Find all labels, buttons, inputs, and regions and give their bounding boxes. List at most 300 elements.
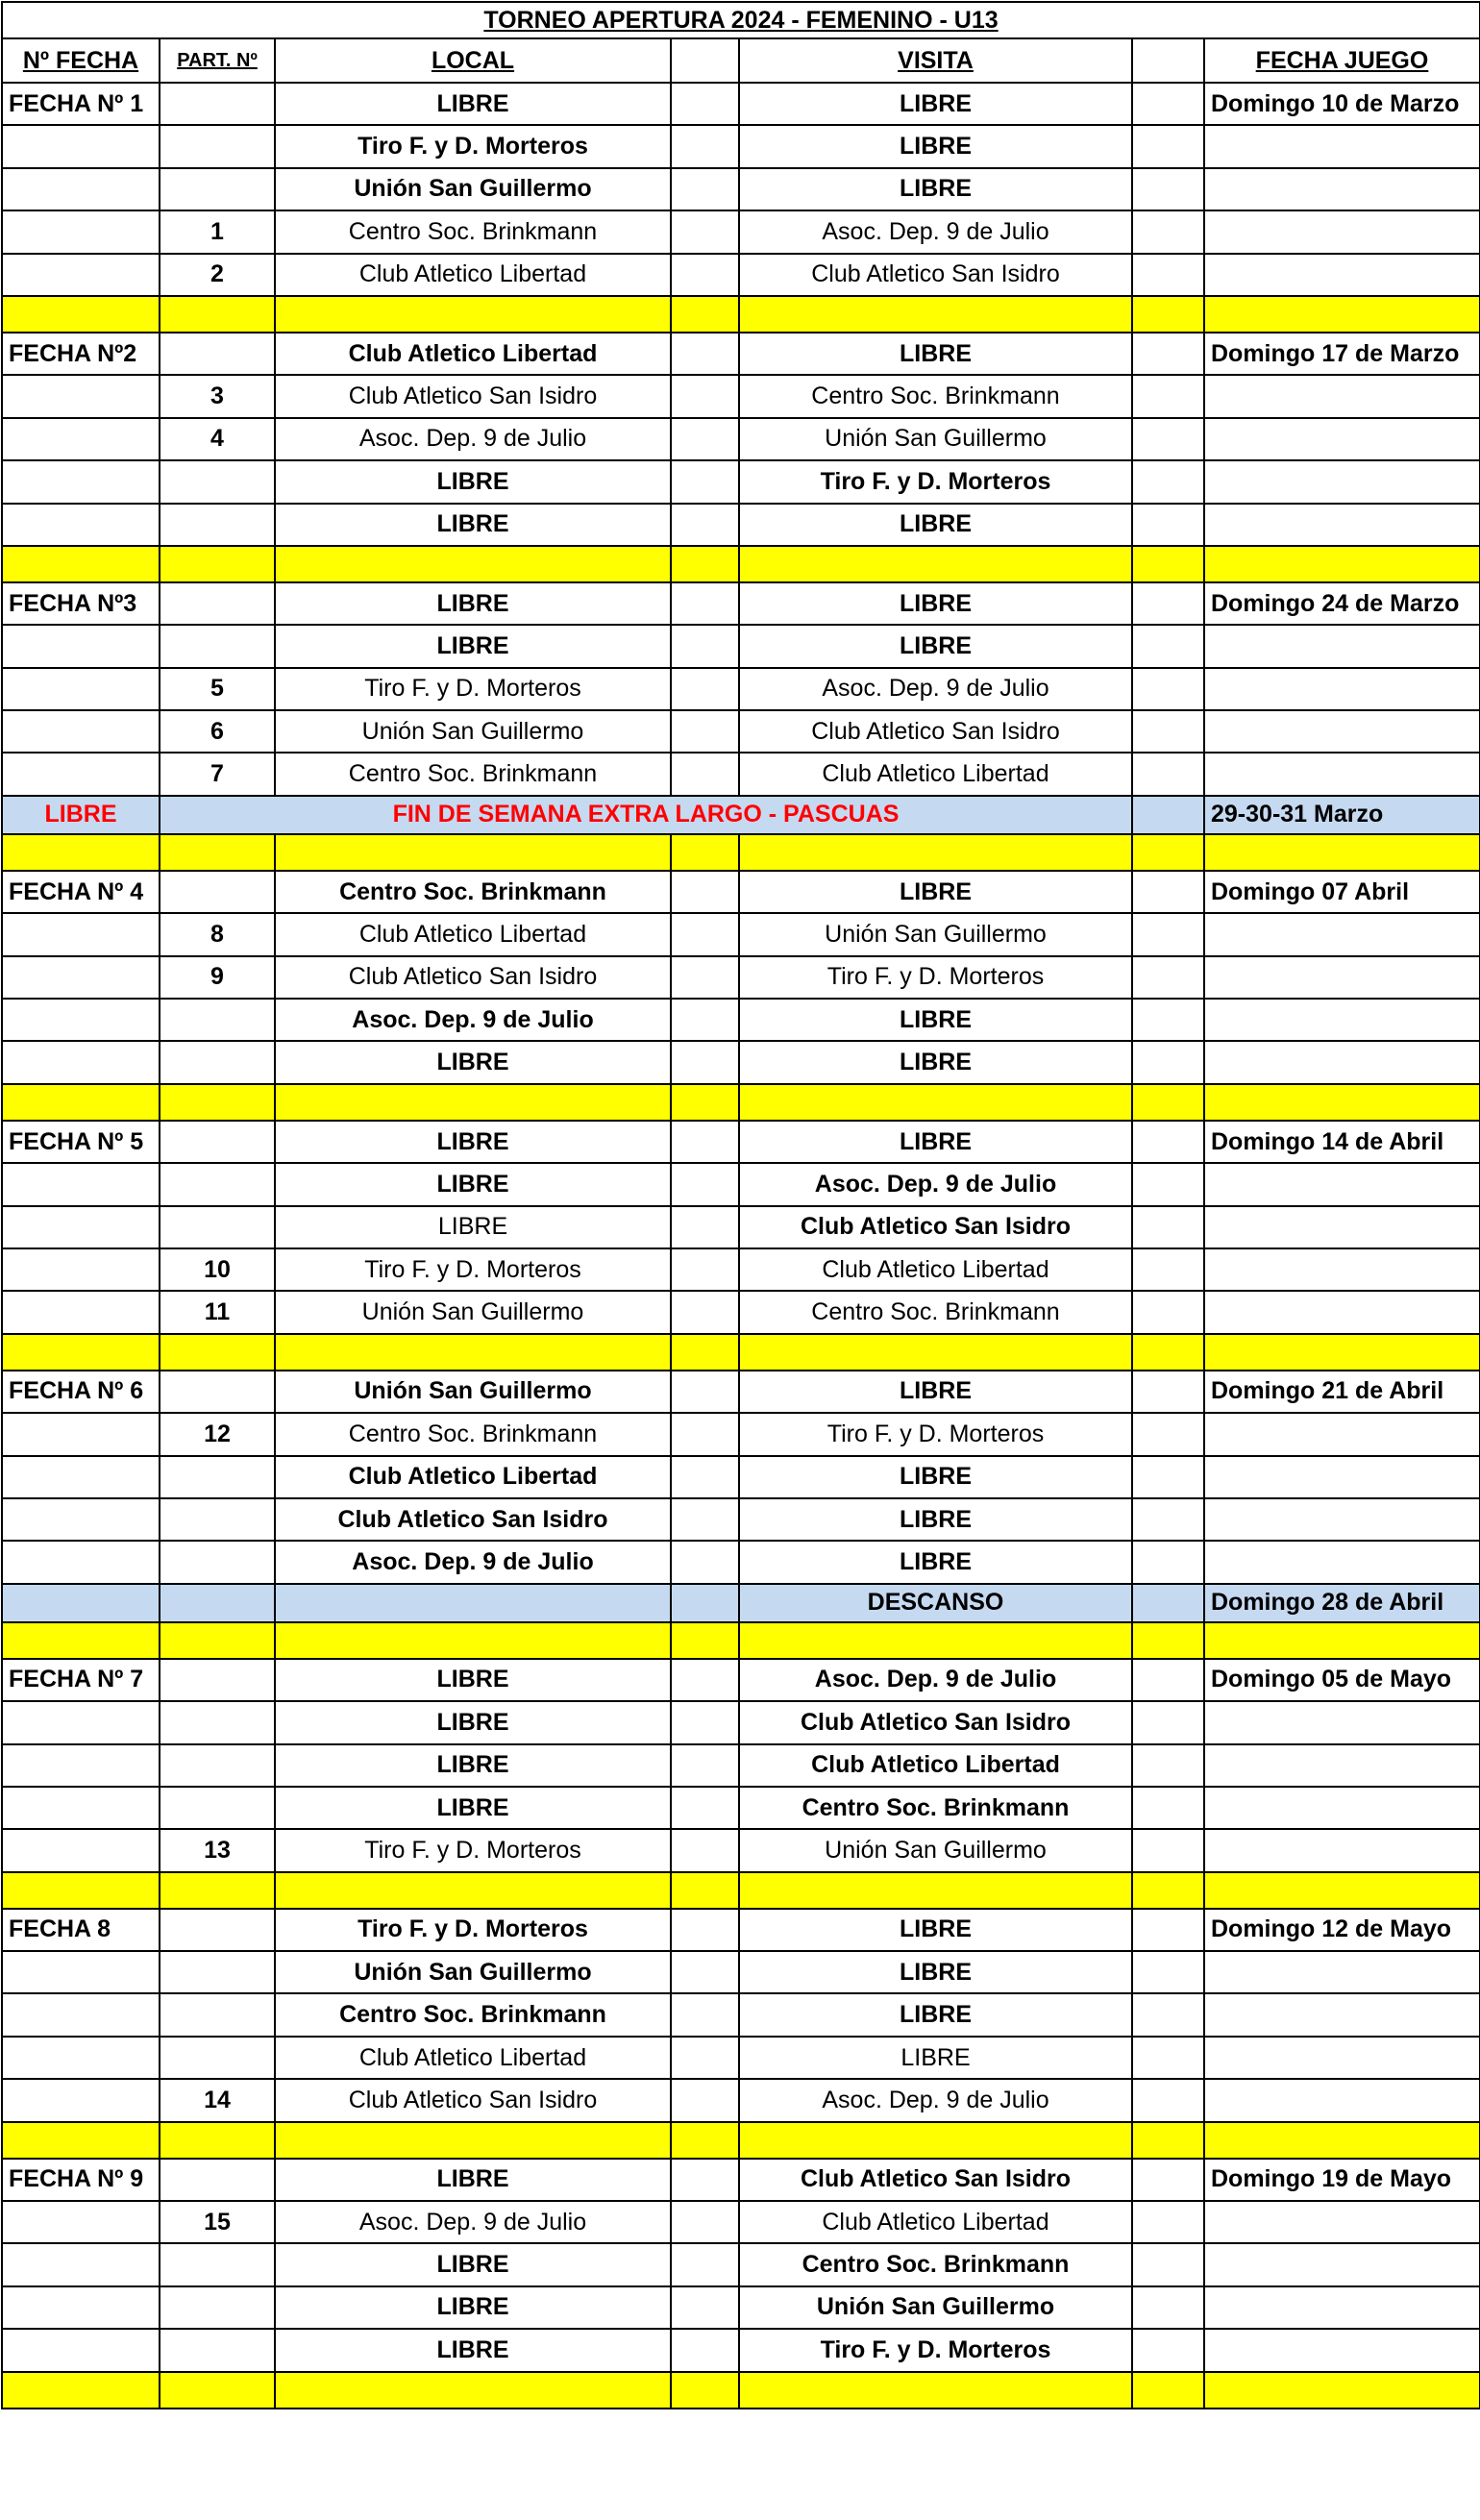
score-visita [1132,1498,1204,1541]
score-local [671,1829,739,1871]
separator-cell [275,834,671,871]
fecha-cell [2,1041,160,1083]
separator-row [2,2122,1480,2159]
local-team: LIBRE [275,1701,671,1743]
separator-cell [275,296,671,333]
local-team: Tiro F. y D. Morteros [275,125,671,167]
score-visita [1132,254,1204,296]
fecha-cell [2,1248,160,1291]
match-date [1204,999,1480,1041]
part-number: 15 [160,2201,275,2243]
fecha-cell: FECHA Nº 6 [2,1371,160,1413]
match-date [1204,710,1480,753]
part-number [160,1163,275,1205]
separator-cell [739,296,1132,333]
local-team: Club Atletico San Isidro [275,956,671,999]
score-visita [1132,2286,1204,2329]
header-blank-2 [1132,38,1204,83]
holiday-text: FIN DE SEMANA EXTRA LARGO - PASCUAS [160,796,1132,834]
fecha-cell [2,2201,160,2243]
separator-cell [671,1334,739,1371]
fecha-cell [2,913,160,955]
visiting-team: LIBRE [739,1951,1132,1993]
score-visita [1132,1909,1204,1951]
separator-cell [160,834,275,871]
separator-cell [739,546,1132,582]
visiting-team: LIBRE [739,333,1132,375]
match-date [1204,504,1480,546]
match-row [2,1371,1480,1413]
local-team: Asoc. Dep. 9 de Julio [275,1541,671,1583]
match-date [1204,210,1480,253]
part-number [160,625,275,667]
match-date [1204,2201,1480,2243]
rest-blank [1132,1584,1204,1622]
fecha-cell [2,1829,160,1871]
match-row [2,1248,1480,1291]
part-number: 12 [160,1413,275,1455]
local-team: LIBRE [275,2243,671,2285]
separator-cell [2,1084,160,1121]
fecha-cell [2,1993,160,2036]
local-team: Unión San Guillermo [275,710,671,753]
match-row [2,83,1480,125]
visiting-team: LIBRE [739,1041,1132,1083]
score-visita [1132,1163,1204,1205]
fecha-cell: FECHA Nº 9 [2,2159,160,2201]
part-number: 10 [160,1248,275,1291]
score-visita [1132,333,1204,375]
separator-cell [671,1622,739,1659]
match-date [1204,460,1480,503]
separator-cell [275,2122,671,2159]
fecha-cell [2,999,160,1041]
match-row [2,2286,1480,2329]
holiday-row [2,796,1480,834]
fecha-cell [2,2286,160,2329]
separator-row [2,834,1480,871]
score-local [671,1413,739,1455]
score-local [671,1206,739,1248]
match-row [2,1163,1480,1205]
match-row [2,753,1480,795]
part-number [160,1456,275,1498]
score-visita [1132,1787,1204,1829]
part-number [160,1993,275,2036]
visiting-team: Tiro F. y D. Morteros [739,956,1132,999]
score-local [671,956,739,999]
match-row [2,1291,1480,1333]
part-number [160,1498,275,1541]
score-visita [1132,1041,1204,1083]
fecha-cell [2,1413,160,1455]
score-local [671,871,739,913]
part-number [160,1951,275,1993]
fecha-cell [2,1498,160,1541]
visiting-team: LIBRE [739,871,1132,913]
rest-date: Domingo 28 de Abril [1204,1584,1480,1622]
rest-blank [160,1584,275,1622]
part-number: 8 [160,913,275,955]
visiting-team: Centro Soc. Brinkmann [739,375,1132,417]
score-visita [1132,168,1204,210]
separator-cell [671,2372,739,2409]
match-row [2,333,1480,375]
match-date [1204,168,1480,210]
fecha-cell [2,1787,160,1829]
visiting-team: Club Atletico Libertad [739,1744,1132,1787]
visiting-team: Unión San Guillermo [739,418,1132,460]
fecha-cell [2,254,160,296]
score-local [671,1951,739,1993]
match-row [2,1787,1480,1829]
separator-row [2,546,1480,582]
separator-cell [1204,1622,1480,1659]
score-visita [1132,1456,1204,1498]
separator-cell [1132,546,1204,582]
fecha-cell [2,460,160,503]
separator-cell [160,1622,275,1659]
match-date: Domingo 07 Abril [1204,871,1480,913]
match-date [1204,1701,1480,1743]
match-date: Domingo 14 de Abril [1204,1121,1480,1163]
score-local [671,2286,739,2329]
fecha-cell: FECHA Nº 4 [2,871,160,913]
local-team: Club Atletico San Isidro [275,1498,671,1541]
local-team: Tiro F. y D. Morteros [275,1829,671,1871]
score-local [671,999,739,1041]
score-local [671,710,739,753]
match-row [2,625,1480,667]
match-date [1204,1951,1480,1993]
separator-cell [671,2122,739,2159]
score-local [671,1787,739,1829]
match-date: Domingo 10 de Marzo [1204,83,1480,125]
visiting-team: Unión San Guillermo [739,1829,1132,1871]
separator-cell [160,546,275,582]
match-date [1204,1744,1480,1787]
fecha-cell [2,710,160,753]
separator-cell [2,1334,160,1371]
separator-cell [160,1872,275,1909]
match-row [2,2079,1480,2121]
separator-cell [739,1334,1132,1371]
score-local [671,375,739,417]
score-visita [1132,2329,1204,2371]
match-row [2,1829,1480,1871]
fecha-cell: FECHA Nº 1 [2,83,160,125]
match-date [1204,2079,1480,2121]
match-row [2,2037,1480,2079]
fecha-cell [2,2079,160,2121]
fixture-rows [2,83,1480,2409]
part-number [160,2286,275,2329]
local-team: Centro Soc. Brinkmann [275,210,671,253]
match-date [1204,956,1480,999]
score-visita [1132,753,1204,795]
match-row [2,1993,1480,2036]
match-row [2,460,1480,503]
separator-cell [1204,1872,1480,1909]
visiting-team: Centro Soc. Brinkmann [739,1291,1132,1333]
match-row [2,210,1480,253]
score-local [671,210,739,253]
separator-cell [160,296,275,333]
local-team: LIBRE [275,582,671,625]
match-date: Domingo 21 de Abril [1204,1371,1480,1413]
local-team: Asoc. Dep. 9 de Julio [275,418,671,460]
visiting-team: LIBRE [739,1371,1132,1413]
score-visita [1132,1291,1204,1333]
visiting-team: Club Atletico Libertad [739,1248,1132,1291]
score-local [671,582,739,625]
visiting-team: Asoc. Dep. 9 de Julio [739,1163,1132,1205]
score-local [671,2079,739,2121]
local-team: LIBRE [275,460,671,503]
part-number [160,2329,275,2371]
part-number [160,2037,275,2079]
score-visita [1132,504,1204,546]
score-local [671,254,739,296]
header-blank-1 [671,38,739,83]
visiting-team: LIBRE [739,1993,1132,2036]
part-number [160,1206,275,1248]
separator-cell [160,1084,275,1121]
part-number [160,582,275,625]
score-local [671,1498,739,1541]
visiting-team: Centro Soc. Brinkmann [739,2243,1132,2285]
local-team: LIBRE [275,2159,671,2201]
separator-cell [275,2372,671,2409]
score-visita [1132,2037,1204,2079]
fecha-cell [2,1541,160,1583]
match-row [2,1659,1480,1701]
fecha-cell [2,1206,160,1248]
score-local [671,1248,739,1291]
score-visita [1132,1248,1204,1291]
local-team: Centro Soc. Brinkmann [275,1993,671,2036]
score-local [671,83,739,125]
separator-cell [1132,1334,1204,1371]
separator-cell [275,1872,671,1909]
part-number: 2 [160,254,275,296]
score-local [671,1541,739,1583]
separator-cell [160,2372,275,2409]
match-row [2,2159,1480,2201]
local-team: Unión San Guillermo [275,1291,671,1333]
score-visita [1132,1413,1204,1455]
header-local: LOCAL [275,38,671,83]
local-team: LIBRE [275,1041,671,1083]
local-team: LIBRE [275,1787,671,1829]
match-row [2,1498,1480,1541]
rest-blank [671,1584,739,1622]
visiting-team: Tiro F. y D. Morteros [739,2329,1132,2371]
part-number [160,1701,275,1743]
separator-row [2,1084,1480,1121]
visiting-team: Club Atletico San Isidro [739,1701,1132,1743]
match-row [2,1121,1480,1163]
visiting-team: LIBRE [739,1909,1132,1951]
score-visita [1132,1541,1204,1583]
match-date [1204,2243,1480,2285]
separator-cell [2,1872,160,1909]
separator-row [2,1334,1480,1371]
separator-cell [275,1084,671,1121]
score-local [671,1041,739,1083]
separator-cell [739,1622,1132,1659]
visiting-team: LIBRE [739,1456,1132,1498]
match-date [1204,1829,1480,1871]
match-date [1204,1041,1480,1083]
visiting-team: LIBRE [739,1121,1132,1163]
rest-text: DESCANSO [739,1584,1132,1622]
part-number [160,1041,275,1083]
part-number [160,2159,275,2201]
score-visita [1132,871,1204,913]
visiting-team: LIBRE [739,582,1132,625]
fecha-cell [2,1701,160,1743]
separator-cell [275,546,671,582]
separator-cell [1204,2372,1480,2409]
match-date [1204,375,1480,417]
separator-cell [739,1084,1132,1121]
visiting-team: Centro Soc. Brinkmann [739,1787,1132,1829]
match-row [2,1041,1480,1083]
match-row [2,2243,1480,2285]
score-local [671,2243,739,2285]
score-local [671,2037,739,2079]
separator-cell [671,546,739,582]
part-number [160,460,275,503]
match-row [2,913,1480,955]
score-visita [1132,83,1204,125]
local-team: LIBRE [275,83,671,125]
score-local [671,668,739,710]
match-date [1204,1248,1480,1291]
score-visita [1132,125,1204,167]
local-team: Centro Soc. Brinkmann [275,871,671,913]
match-date: Domingo 24 de Marzo [1204,582,1480,625]
score-visita [1132,625,1204,667]
match-row [2,375,1480,417]
rest-blank [2,1584,160,1622]
score-visita [1132,460,1204,503]
fecha-cell [2,2329,160,2371]
separator-cell [160,1334,275,1371]
separator-cell [1204,1334,1480,1371]
part-number: 7 [160,753,275,795]
part-number: 14 [160,2079,275,2121]
part-number: 13 [160,1829,275,1871]
separator-cell [1132,1872,1204,1909]
visiting-team: LIBRE [739,83,1132,125]
separator-cell [671,1084,739,1121]
part-number [160,1909,275,1951]
visiting-team: LIBRE [739,999,1132,1041]
match-row [2,1206,1480,1248]
part-number [160,999,275,1041]
fecha-cell: FECHA Nº 5 [2,1121,160,1163]
fecha-cell [2,125,160,167]
match-date [1204,2329,1480,2371]
separator-cell [275,1334,671,1371]
part-number [160,1744,275,1787]
score-local [671,333,739,375]
fecha-cell: FECHA Nº2 [2,333,160,375]
fecha-cell [2,625,160,667]
match-row [2,1701,1480,1743]
fecha-cell [2,1163,160,1205]
match-row [2,582,1480,625]
fecha-cell [2,1456,160,1498]
header-part: PART. Nº [160,38,275,83]
score-visita [1132,210,1204,253]
separator-cell [275,1622,671,1659]
separator-cell [1132,1084,1204,1121]
score-local [671,1371,739,1413]
local-team: Club Atletico Libertad [275,2037,671,2079]
match-row [2,668,1480,710]
separator-cell [2,296,160,333]
header-visita: VISITA [739,38,1132,83]
separator-cell [1132,2372,1204,2409]
header-fecha: Nº FECHA [2,38,160,83]
separator-cell [160,2122,275,2159]
visiting-team: Tiro F. y D. Morteros [739,1413,1132,1455]
score-local [671,168,739,210]
match-date: Domingo 12 de Mayo [1204,1909,1480,1951]
part-number [160,1541,275,1583]
score-visita [1132,582,1204,625]
visiting-team: LIBRE [739,1541,1132,1583]
local-team: LIBRE [275,1744,671,1787]
fecha-cell [2,418,160,460]
score-visita [1132,375,1204,417]
match-date [1204,1787,1480,1829]
header-fecha-juego: FECHA JUEGO [1204,38,1480,83]
fecha-cell [2,1291,160,1333]
local-team: Club Atletico Libertad [275,254,671,296]
score-visita [1132,1951,1204,1993]
separator-cell [2,1622,160,1659]
local-team: Tiro F. y D. Morteros [275,1909,671,1951]
holiday-date: 29-30-31 Marzo [1204,796,1480,834]
match-row [2,254,1480,296]
local-team: LIBRE [275,1163,671,1205]
separator-row [2,1622,1480,1659]
visiting-team: Unión San Guillermo [739,913,1132,955]
match-date: Domingo 17 de Marzo [1204,333,1480,375]
visiting-team: Tiro F. y D. Morteros [739,460,1132,503]
match-row [2,418,1480,460]
holiday-fecha: LIBRE [2,796,160,834]
part-number [160,83,275,125]
part-number [160,871,275,913]
visiting-team: Club Atletico San Isidro [739,1206,1132,1248]
local-team: LIBRE [275,2286,671,2329]
score-visita [1132,1206,1204,1248]
score-visita [1132,1993,1204,2036]
separator-cell [1204,546,1480,582]
local-team: Unión San Guillermo [275,1951,671,1993]
part-number [160,333,275,375]
match-date [1204,1541,1480,1583]
match-date [1204,625,1480,667]
separator-cell [1132,834,1204,871]
match-date: Domingo 19 de Mayo [1204,2159,1480,2201]
match-date [1204,2037,1480,2079]
